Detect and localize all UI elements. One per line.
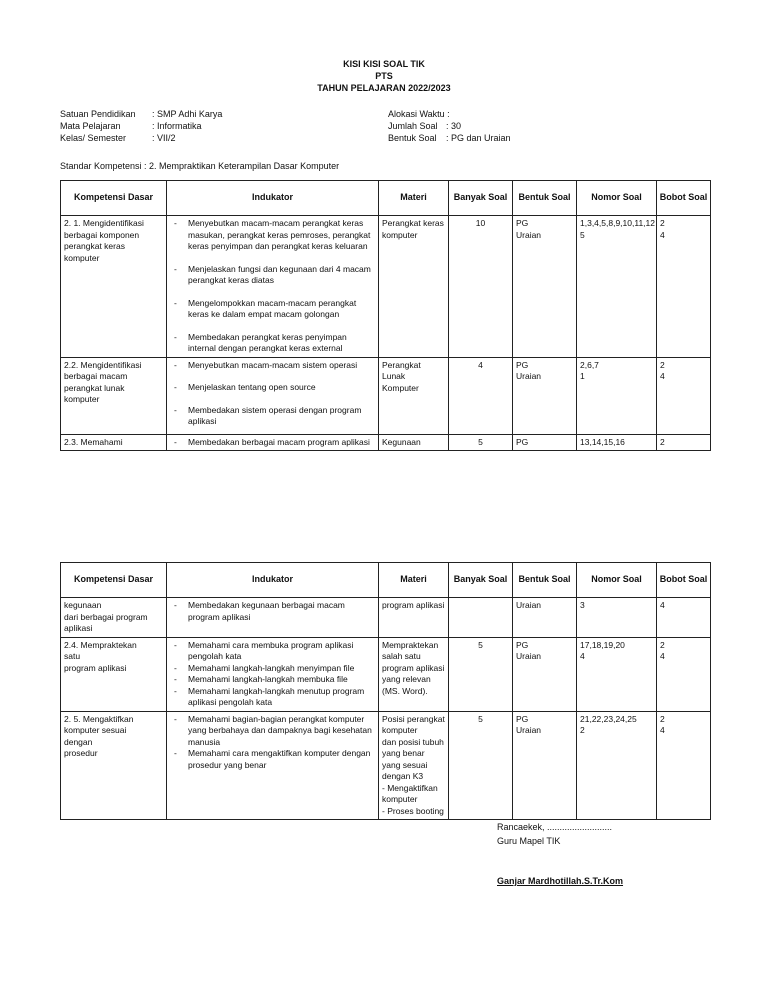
col-header: Indukator (167, 181, 379, 216)
bobot-soal-cell (657, 357, 711, 434)
standar-kompetensi: Standar Kompetensi : 2. Mempraktikan Keterampilan Dasar Komputer (60, 161, 340, 171)
indikator-cell (167, 357, 379, 434)
bentuk-soal-cell (513, 598, 577, 638)
info-value: : PG dan Uraian (446, 133, 511, 143)
kd-line: 2.4. Mempraktekan (64, 639, 137, 650)
info-value: : VII/2 (152, 133, 176, 143)
info-right (388, 108, 511, 144)
indikator-item: - Memahami cara membuka program aplikasi pengolah kata (170, 640, 375, 663)
indikator-item: - Membedakan perangkat keras penyimpan internal dengan perangkat keras external (170, 332, 375, 355)
kd-line: 2. 1. Mengidentifikasi (64, 218, 144, 228)
materi-cell (379, 711, 449, 820)
bobot-soal-cell (657, 598, 711, 638)
info-label: Mata Pelajaran (60, 121, 121, 131)
bentuk-line: PG (516, 218, 529, 228)
info-label: Bentuk Soal (388, 133, 437, 143)
bobot-line: 4 (660, 651, 665, 661)
nomor-line: 21,22,23,24,25 (580, 713, 637, 724)
bentuk-line: PG (516, 359, 529, 370)
indikator-item: - Memahami bagian-bagian perangkat komputer yang berbahaya dan dampaknya bagi kesehatan manusia (170, 714, 375, 749)
bobot-line: 4 (660, 600, 665, 610)
materi-line: yang benar (382, 748, 425, 758)
kd-line: perangkat keras (64, 241, 125, 251)
table-row (61, 216, 711, 358)
nomor-line: 5 (580, 229, 585, 240)
kd-line: aplikasi (64, 623, 93, 633)
materi-line: - Mengaktifkan (382, 782, 438, 793)
bentuk-soal-cell (513, 637, 577, 711)
nomor-line: 4 (580, 651, 585, 661)
kd-line: komputer (64, 252, 100, 263)
kd-line: prosedur (64, 748, 98, 758)
indikator-item: - Memahami langkah-langkah menyimpan file (170, 663, 375, 675)
col-header: Bentuk Soal (513, 181, 577, 216)
bobot-soal-cell (657, 216, 711, 358)
kd-line: komputer sesuai (64, 725, 127, 735)
materi-line: Perangkat Lunak (382, 359, 421, 381)
nomor-line: 17,18,19,20 (580, 639, 625, 650)
table-row (61, 637, 711, 711)
title-line-2: PTS (375, 71, 393, 81)
bobot-line: 4 (660, 725, 665, 735)
bentuk-line: Uraian (516, 371, 542, 381)
materi-line: program aplikasi (382, 662, 445, 673)
kisi-table-2 (60, 562, 711, 820)
bentuk-soal-cell (513, 434, 577, 451)
nomor-line: 3 (580, 600, 585, 610)
info-label: Alokasi Waktu : (388, 109, 450, 119)
materi-line: Kegunaan (382, 436, 421, 447)
banyak-soal-cell: 5 (449, 434, 513, 451)
indikator-cell (167, 637, 379, 711)
materi-cell (379, 434, 449, 451)
nomor-soal-cell (577, 216, 657, 358)
info-left (60, 108, 222, 144)
kd-line: 2.3. Memahami (64, 436, 123, 447)
materi-line: Komputer (382, 382, 419, 393)
kd-line: program aplikasi (64, 662, 127, 673)
indikator-cell (167, 434, 379, 451)
kd-cell (61, 434, 167, 451)
materi-line: dan posisi tubuh (382, 736, 444, 747)
col-header: Materi (379, 563, 449, 598)
col-header: Nomor Soal (577, 181, 657, 216)
bentuk-line: Uraian (516, 651, 542, 661)
indikator-item: - Mengelompokkan macam-macam perangkat keras ke dalam empat macam golongan (170, 298, 375, 321)
indikator-item: - Menyebutkan macam-macam sistem operasi (170, 360, 375, 372)
materi-line: komputer (382, 229, 418, 240)
kd-line: 2.2. Mengidentifikasi (64, 359, 142, 370)
col-header: Kompetensi Dasar (61, 563, 167, 598)
bobot-line: 4 (660, 229, 665, 240)
col-header: Banyak Soal (449, 563, 513, 598)
banyak-soal-cell: 5 (449, 637, 513, 711)
indikator-cell (167, 598, 379, 638)
col-header: Materi (379, 181, 449, 216)
materi-line: Posisi perangkat (382, 713, 445, 724)
kd-line: dari berbagai program (64, 611, 148, 622)
materi-line: yang sesuai (382, 759, 428, 770)
bentuk-soal-cell (513, 216, 577, 358)
nomor-line: 1 (580, 371, 585, 381)
bentuk-line: Uraian (516, 725, 542, 735)
table-row (61, 434, 711, 451)
col-header: Kompetensi Dasar (61, 181, 167, 216)
kd-cell (61, 357, 167, 434)
indikator-item: - Membedakan kegunaan berbagai macam program aplikasi (170, 600, 375, 623)
table-row (61, 711, 711, 820)
materi-line: komputer (382, 794, 418, 804)
indikator-cell (167, 216, 379, 358)
nomor-soal-cell (577, 357, 657, 434)
bobot-line: 2 (660, 218, 665, 228)
materi-line: Mempraktekan (382, 639, 439, 650)
banyak-soal-cell: 10 (449, 216, 513, 358)
materi-cell (379, 637, 449, 711)
col-header: Bobot Soal (657, 181, 711, 216)
bentuk-line: PG (516, 436, 529, 447)
indikator-item: - Memahami cara mengaktifkan komputer dengan prosedur yang benar (170, 748, 375, 771)
materi-line: dengan K3 (382, 771, 424, 781)
kd-line: dengan (64, 736, 93, 747)
info-value: : 30 (446, 121, 462, 131)
bobot-soal-cell (657, 711, 711, 820)
nomor-soal-cell (577, 637, 657, 711)
bobot-soal-cell (657, 434, 711, 451)
nomor-line: 2 (580, 725, 585, 735)
materi-line: - Proses booting (382, 805, 444, 816)
kisi-table-1 (60, 180, 711, 451)
signature-role: Guru Mapel TIK (497, 836, 561, 846)
materi-line: salah satu (382, 651, 421, 661)
indikator-cell (167, 711, 379, 820)
kd-line: satu (64, 651, 81, 661)
col-header: Bentuk Soal (513, 563, 577, 598)
indikator-item: - Membedakan sistem operasi dengan program aplikasi (170, 405, 375, 428)
indikator-item: - Memahami langkah-langkah membuka file (170, 674, 375, 686)
info-label: Jumlah Soal (388, 121, 438, 131)
nomor-soal-cell (577, 711, 657, 820)
info-label: Kelas/ Semester (60, 133, 127, 143)
kd-cell (61, 598, 167, 638)
nomor-soal-cell (577, 434, 657, 451)
info-label: Satuan Pendidikan (60, 109, 136, 119)
bobot-line: 2 (660, 713, 665, 724)
bentuk-soal-cell (513, 357, 577, 434)
kd-line: 2. 5. Mengaktifkan (64, 713, 134, 724)
table-header-row (61, 181, 711, 216)
bentuk-line: PG (516, 639, 529, 650)
kd-line: kegunaan (64, 600, 102, 610)
kd-cell (61, 216, 167, 358)
bobot-line: 2 (660, 639, 665, 650)
indikator-item: - Menjelaskan fungsi dan kegunaan dari 4 macam perangkat keras diatas (170, 264, 375, 287)
bobot-line: 2 (660, 359, 665, 370)
nomor-line: 2,6,7 (580, 359, 599, 370)
materi-cell (379, 216, 449, 358)
bentuk-line: Uraian (516, 600, 542, 610)
table-header-row (61, 563, 711, 598)
materi-line: komputer (382, 725, 418, 735)
indikator-item: - Menyebutkan macam-macam perangkat keras masukan, perangkat keras pemroses, perangkat keras penyimpan dan perangkat keras keluaran (170, 218, 375, 253)
info-value: : Informatika (152, 121, 202, 131)
col-header: Banyak Soal (449, 181, 513, 216)
nomor-line: 13,14,15,16 (580, 436, 625, 447)
nomor-soal-cell (577, 598, 657, 638)
table-row (61, 357, 711, 434)
materi-line: Perangkat keras (382, 218, 444, 228)
table-row (61, 598, 711, 638)
bobot-line: 2 (660, 436, 665, 447)
bobot-line: 4 (660, 371, 665, 381)
indikator-item: - Membedakan berbagai macam program aplikasi (170, 437, 375, 449)
materi-cell (379, 598, 449, 638)
title-line-1: KISI KISI SOAL TIK (343, 59, 425, 69)
nomor-line: 1,3,4,5,8,9,10,11,12 (580, 218, 655, 228)
kd-line: perangkat lunak (64, 382, 125, 393)
indikator-item: - Menjelaskan tentang open source (170, 382, 375, 394)
signature-name: Ganjar Mardhotillah.S.Tr.Kom (497, 876, 624, 886)
kd-cell (61, 711, 167, 820)
materi-line: (MS. Word). (382, 685, 428, 696)
materi-line: yang relevan (382, 674, 431, 684)
banyak-soal-cell: 4 (449, 357, 513, 434)
col-header: Nomor Soal (577, 563, 657, 598)
materi-line: program aplikasi (382, 600, 445, 610)
signature-place-date: Rancaekek, .......................... (497, 822, 613, 832)
bentuk-line: PG (516, 713, 529, 724)
bentuk-line: Uraian (516, 229, 542, 240)
title-line-3: TAHUN PELAJARAN 2022/2023 (317, 83, 451, 93)
kd-line: berbagai komponen (64, 229, 140, 240)
bobot-soal-cell (657, 637, 711, 711)
banyak-soal-cell (449, 598, 513, 638)
materi-cell (379, 357, 449, 434)
kd-cell (61, 637, 167, 711)
col-header: Bobot Soal (657, 563, 711, 598)
document-title (0, 58, 768, 94)
indikator-item: - Memahami langkah-langkah menutup program aplikasi pengolah kata (170, 686, 375, 709)
kd-line: berbagai macam (64, 371, 128, 381)
col-header: Indukator (167, 563, 379, 598)
banyak-soal-cell: 5 (449, 711, 513, 820)
bentuk-soal-cell (513, 711, 577, 820)
kd-line: komputer (64, 394, 100, 404)
info-value: : SMP Adhi Karya (152, 109, 223, 119)
